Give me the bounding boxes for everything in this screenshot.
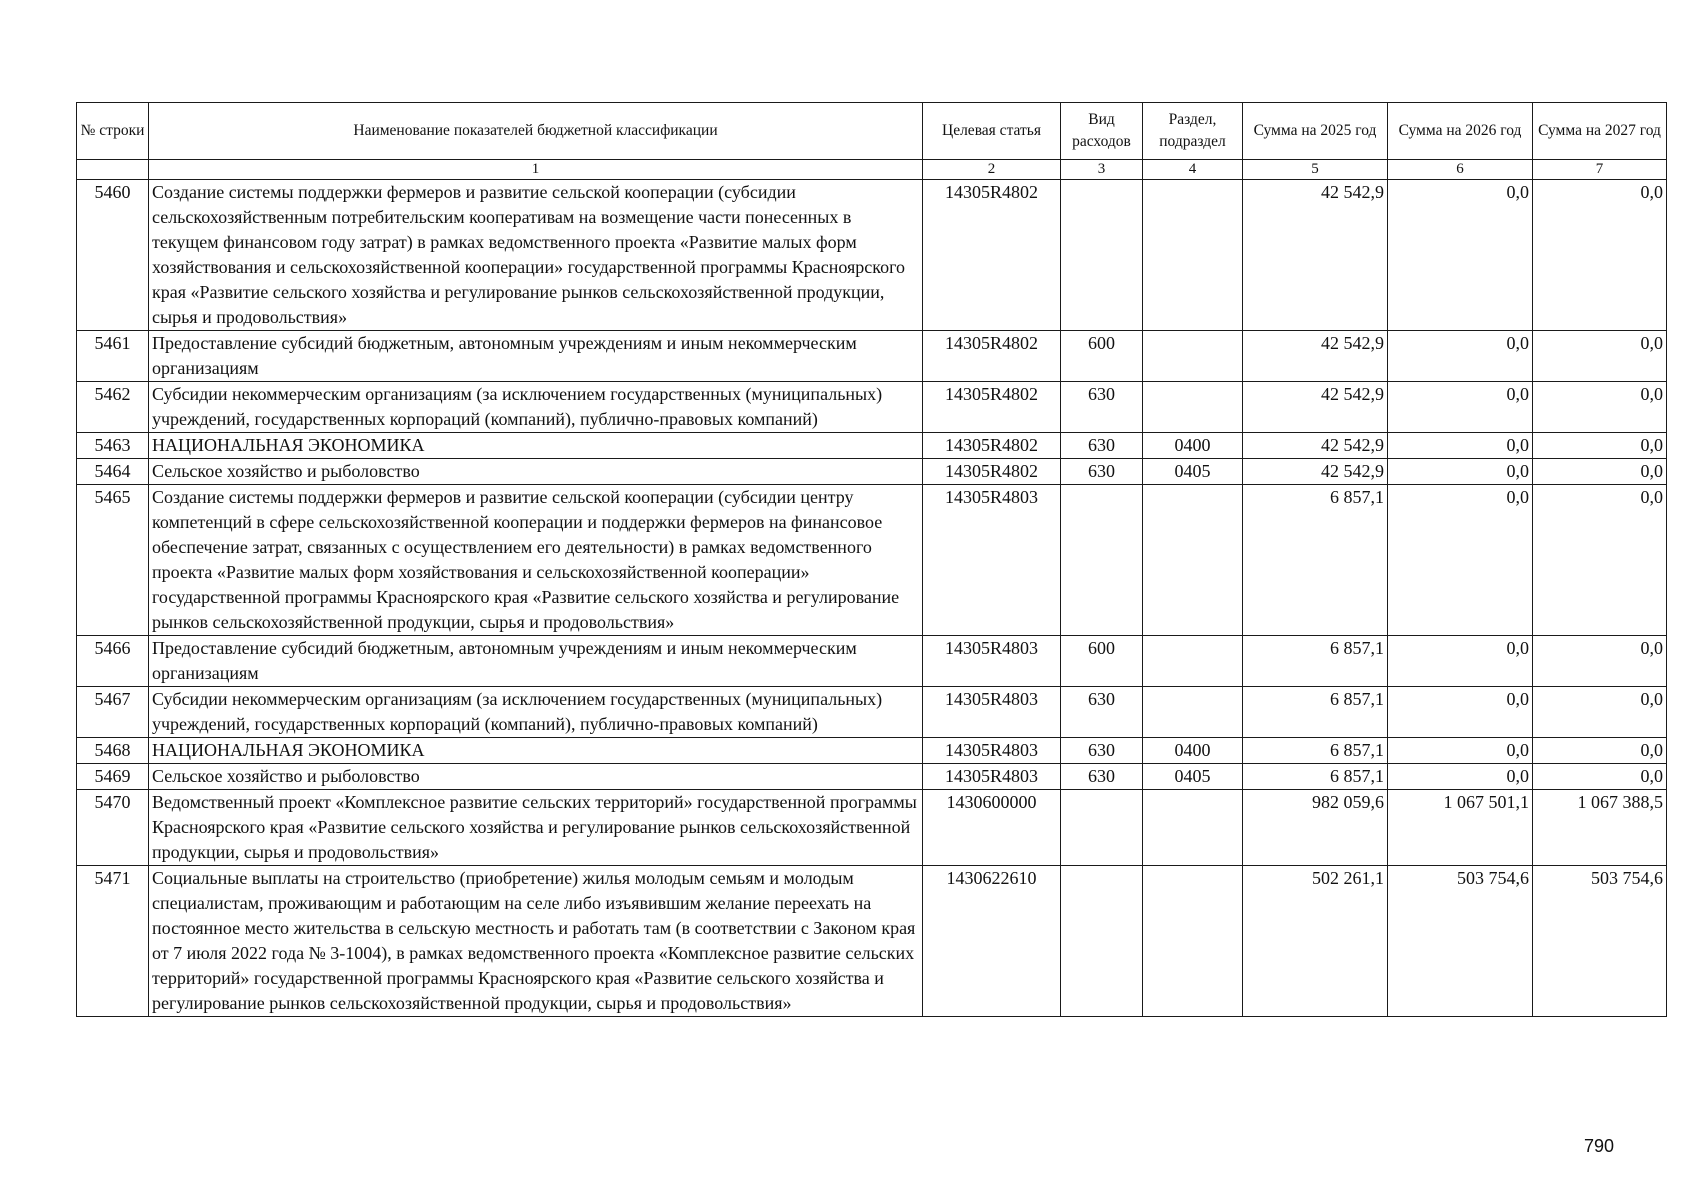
section-cell — [1143, 180, 1243, 331]
expense-type-cell: 630 — [1061, 382, 1143, 433]
column-number: 3 — [1061, 160, 1143, 180]
table-body — [77, 180, 1667, 1017]
section-cell — [1143, 790, 1243, 866]
row-number-cell: 5468 — [77, 738, 149, 764]
header-sum-2025: Сумма на 2025 год — [1243, 103, 1388, 160]
sum-2025-cell: 6 857,1 — [1243, 485, 1388, 636]
expense-type-cell: 630 — [1061, 687, 1143, 738]
row-name-cell: Сельское хозяйство и рыболовство — [149, 459, 923, 485]
sum-2027-cell: 0,0 — [1533, 459, 1667, 485]
target-article-cell: 14305R4803 — [923, 485, 1061, 636]
row-number-cell: 5461 — [77, 331, 149, 382]
expense-type-cell — [1061, 866, 1143, 1017]
budget-classification-table — [76, 102, 1667, 1017]
sum-2027-cell: 503 754,6 — [1533, 866, 1667, 1017]
row-name-cell: Субсидии некоммерческим организациям (за исключением государственных (муниципальных) учреждений, государственных корпораций (компаний), публично-правовых компаний) — [149, 687, 923, 738]
sum-2025-cell: 42 542,9 — [1243, 331, 1388, 382]
sum-2025-cell: 6 857,1 — [1243, 738, 1388, 764]
section-cell: 0400 — [1143, 433, 1243, 459]
sum-2026-cell: 0,0 — [1388, 636, 1533, 687]
sum-2026-cell: 0,0 — [1388, 433, 1533, 459]
header-sum-2027: Сумма на 2027 год — [1533, 103, 1667, 160]
expense-type-cell: 630 — [1061, 764, 1143, 790]
row-number-cell: 5466 — [77, 636, 149, 687]
section-cell — [1143, 866, 1243, 1017]
section-cell: 0400 — [1143, 738, 1243, 764]
target-article-cell: 14305R4803 — [923, 764, 1061, 790]
sum-2026-cell: 0,0 — [1388, 738, 1533, 764]
sum-2025-cell: 982 059,6 — [1243, 790, 1388, 866]
sum-2026-cell: 0,0 — [1388, 459, 1533, 485]
sum-2027-cell: 0,0 — [1533, 687, 1667, 738]
header-row-number: № строки — [77, 103, 149, 160]
expense-type-cell: 630 — [1061, 738, 1143, 764]
expense-type-cell: 600 — [1061, 331, 1143, 382]
expense-type-cell — [1061, 790, 1143, 866]
sum-2025-cell: 502 261,1 — [1243, 866, 1388, 1017]
table-row — [77, 866, 1667, 1017]
header-expense-type: Вид расходов — [1061, 103, 1143, 160]
target-article-cell: 14305R4803 — [923, 636, 1061, 687]
column-number-row — [77, 160, 1667, 180]
sum-2025-cell: 42 542,9 — [1243, 459, 1388, 485]
target-article-cell: 1430622610 — [923, 866, 1061, 1017]
row-number-cell: 5465 — [77, 485, 149, 636]
table-row — [77, 433, 1667, 459]
sum-2025-cell: 42 542,9 — [1243, 382, 1388, 433]
row-name-cell: Предоставление субсидий бюджетным, автономным учреждениям и иным некоммерческим организациям — [149, 331, 923, 382]
sum-2026-cell: 0,0 — [1388, 764, 1533, 790]
row-name-cell: Ведомственный проект «Комплексное развитие сельских территорий» государственной программы Красноярского края «Развитие сельского хозяйства и регулирование рынков сельскохозяйственной продукции, сырья и продовольствия» — [149, 790, 923, 866]
section-cell — [1143, 382, 1243, 433]
table-row — [77, 382, 1667, 433]
sum-2025-cell: 42 542,9 — [1243, 180, 1388, 331]
row-name-cell: Сельское хозяйство и рыболовство — [149, 764, 923, 790]
sum-2026-cell: 1 067 501,1 — [1388, 790, 1533, 866]
row-number-cell: 5462 — [77, 382, 149, 433]
sum-2027-cell: 0,0 — [1533, 331, 1667, 382]
column-number: 7 — [1533, 160, 1667, 180]
expense-type-cell: 630 — [1061, 459, 1143, 485]
header-name: Наименование показателей бюджетной классификации — [149, 103, 923, 160]
column-number: 4 — [1143, 160, 1243, 180]
sum-2025-cell: 6 857,1 — [1243, 687, 1388, 738]
row-name-cell: НАЦИОНАЛЬНАЯ ЭКОНОМИКА — [149, 738, 923, 764]
table-row — [77, 180, 1667, 331]
sum-2025-cell: 6 857,1 — [1243, 764, 1388, 790]
section-cell — [1143, 331, 1243, 382]
column-number: 6 — [1388, 160, 1533, 180]
column-number: 1 — [149, 160, 923, 180]
table-row — [77, 738, 1667, 764]
row-number-cell: 5460 — [77, 180, 149, 331]
row-name-cell: НАЦИОНАЛЬНАЯ ЭКОНОМИКА — [149, 433, 923, 459]
target-article-cell: 14305R4802 — [923, 382, 1061, 433]
expense-type-cell: 630 — [1061, 433, 1143, 459]
row-number-cell: 5463 — [77, 433, 149, 459]
table-row — [77, 764, 1667, 790]
target-article-cell: 14305R4803 — [923, 687, 1061, 738]
sum-2027-cell: 0,0 — [1533, 382, 1667, 433]
row-number-cell: 5464 — [77, 459, 149, 485]
section-cell — [1143, 687, 1243, 738]
target-article-cell: 1430600000 — [923, 790, 1061, 866]
sum-2026-cell: 0,0 — [1388, 331, 1533, 382]
table-row — [77, 790, 1667, 866]
table-row — [77, 459, 1667, 485]
sum-2027-cell: 0,0 — [1533, 636, 1667, 687]
header-sum-2026: Сумма на 2026 год — [1388, 103, 1533, 160]
row-name-cell: Социальные выплаты на строительство (приобретение) жилья молодым семьям и молодым специалистам, проживающим и работающим на селе либо изъявившим желание переехать на постоянное место жительства в сельскую местность и работать там (в соответствии с Законом края от 7 июля 2022 года № 3-1004), в рамках ведомственного проекта «Комплексное развитие сельских территорий» государственной программы Красноярского края «Развитие сельского хозяйства и регулирование рынков сельскохозяйственной продукции, сырья и продовольствия» — [149, 866, 923, 1017]
target-article-cell: 14305R4802 — [923, 459, 1061, 485]
sum-2027-cell: 0,0 — [1533, 433, 1667, 459]
target-article-cell: 14305R4802 — [923, 433, 1061, 459]
section-cell: 0405 — [1143, 764, 1243, 790]
section-cell: 0405 — [1143, 459, 1243, 485]
sum-2027-cell: 0,0 — [1533, 485, 1667, 636]
table-row — [77, 331, 1667, 382]
row-number-cell: 5470 — [77, 790, 149, 866]
table-row — [77, 485, 1667, 636]
sum-2026-cell: 503 754,6 — [1388, 866, 1533, 1017]
column-number: 5 — [1243, 160, 1388, 180]
column-number-blank — [77, 160, 149, 180]
expense-type-cell — [1061, 180, 1143, 331]
header-target-article: Целевая статья — [923, 103, 1061, 160]
column-number: 2 — [923, 160, 1061, 180]
sum-2026-cell: 0,0 — [1388, 485, 1533, 636]
sum-2027-cell: 0,0 — [1533, 180, 1667, 331]
sum-2027-cell: 0,0 — [1533, 738, 1667, 764]
row-name-cell: Создание системы поддержки фермеров и развитие сельской кооперации (субсидии центру компетенций в сфере сельскохозяйственной кооперации и поддержки фермеров на финансовое обеспечение затрат, связанных с осуществлением его деятельности) в рамках ведомственного проекта «Развитие малых форм хозяйствования и сельскохозяйственной кооперации» государственной программы Красноярского края «Развитие сельского хозяйства и регулирование рынков сельскохозяйственной продукции, сырья и продовольствия» — [149, 485, 923, 636]
expense-type-cell: 600 — [1061, 636, 1143, 687]
row-number-cell: 5469 — [77, 764, 149, 790]
section-cell — [1143, 485, 1243, 636]
expense-type-cell — [1061, 485, 1143, 636]
table-header — [77, 103, 1667, 180]
table-row — [77, 636, 1667, 687]
row-name-cell: Субсидии некоммерческим организациям (за исключением государственных (муниципальных) учреждений, государственных корпораций (компаний), публично-правовых компаний) — [149, 382, 923, 433]
sum-2025-cell: 6 857,1 — [1243, 636, 1388, 687]
sum-2026-cell: 0,0 — [1388, 687, 1533, 738]
target-article-cell: 14305R4803 — [923, 738, 1061, 764]
row-number-cell: 5471 — [77, 866, 149, 1017]
section-cell — [1143, 636, 1243, 687]
sum-2026-cell: 0,0 — [1388, 382, 1533, 433]
target-article-cell: 14305R4802 — [923, 331, 1061, 382]
table-row — [77, 687, 1667, 738]
page-number: 790 — [1584, 1136, 1615, 1156]
row-number-cell: 5467 — [77, 687, 149, 738]
row-name-cell: Предоставление субсидий бюджетным, автономным учреждениям и иным некоммерческим организациям — [149, 636, 923, 687]
row-name-cell: Создание системы поддержки фермеров и развитие сельской кооперации (субсидии сельскохозяйственным потребительским кооперативам на возмещение части понесенных в текущем финансовом году затрат) в рамках ведомственного проекта «Развитие малых форм хозяйствования и сельскохозяйственной кооперации» государственной программы Красноярского края «Развитие сельского хозяйства и регулирование рынков сельскохозяйственной продукции, сырья и продовольствия» — [149, 180, 923, 331]
sum-2026-cell: 0,0 — [1388, 180, 1533, 331]
header-section: Раздел, подраздел — [1143, 103, 1243, 160]
sum-2027-cell: 1 067 388,5 — [1533, 790, 1667, 866]
target-article-cell: 14305R4802 — [923, 180, 1061, 331]
sum-2025-cell: 42 542,9 — [1243, 433, 1388, 459]
sum-2027-cell: 0,0 — [1533, 764, 1667, 790]
